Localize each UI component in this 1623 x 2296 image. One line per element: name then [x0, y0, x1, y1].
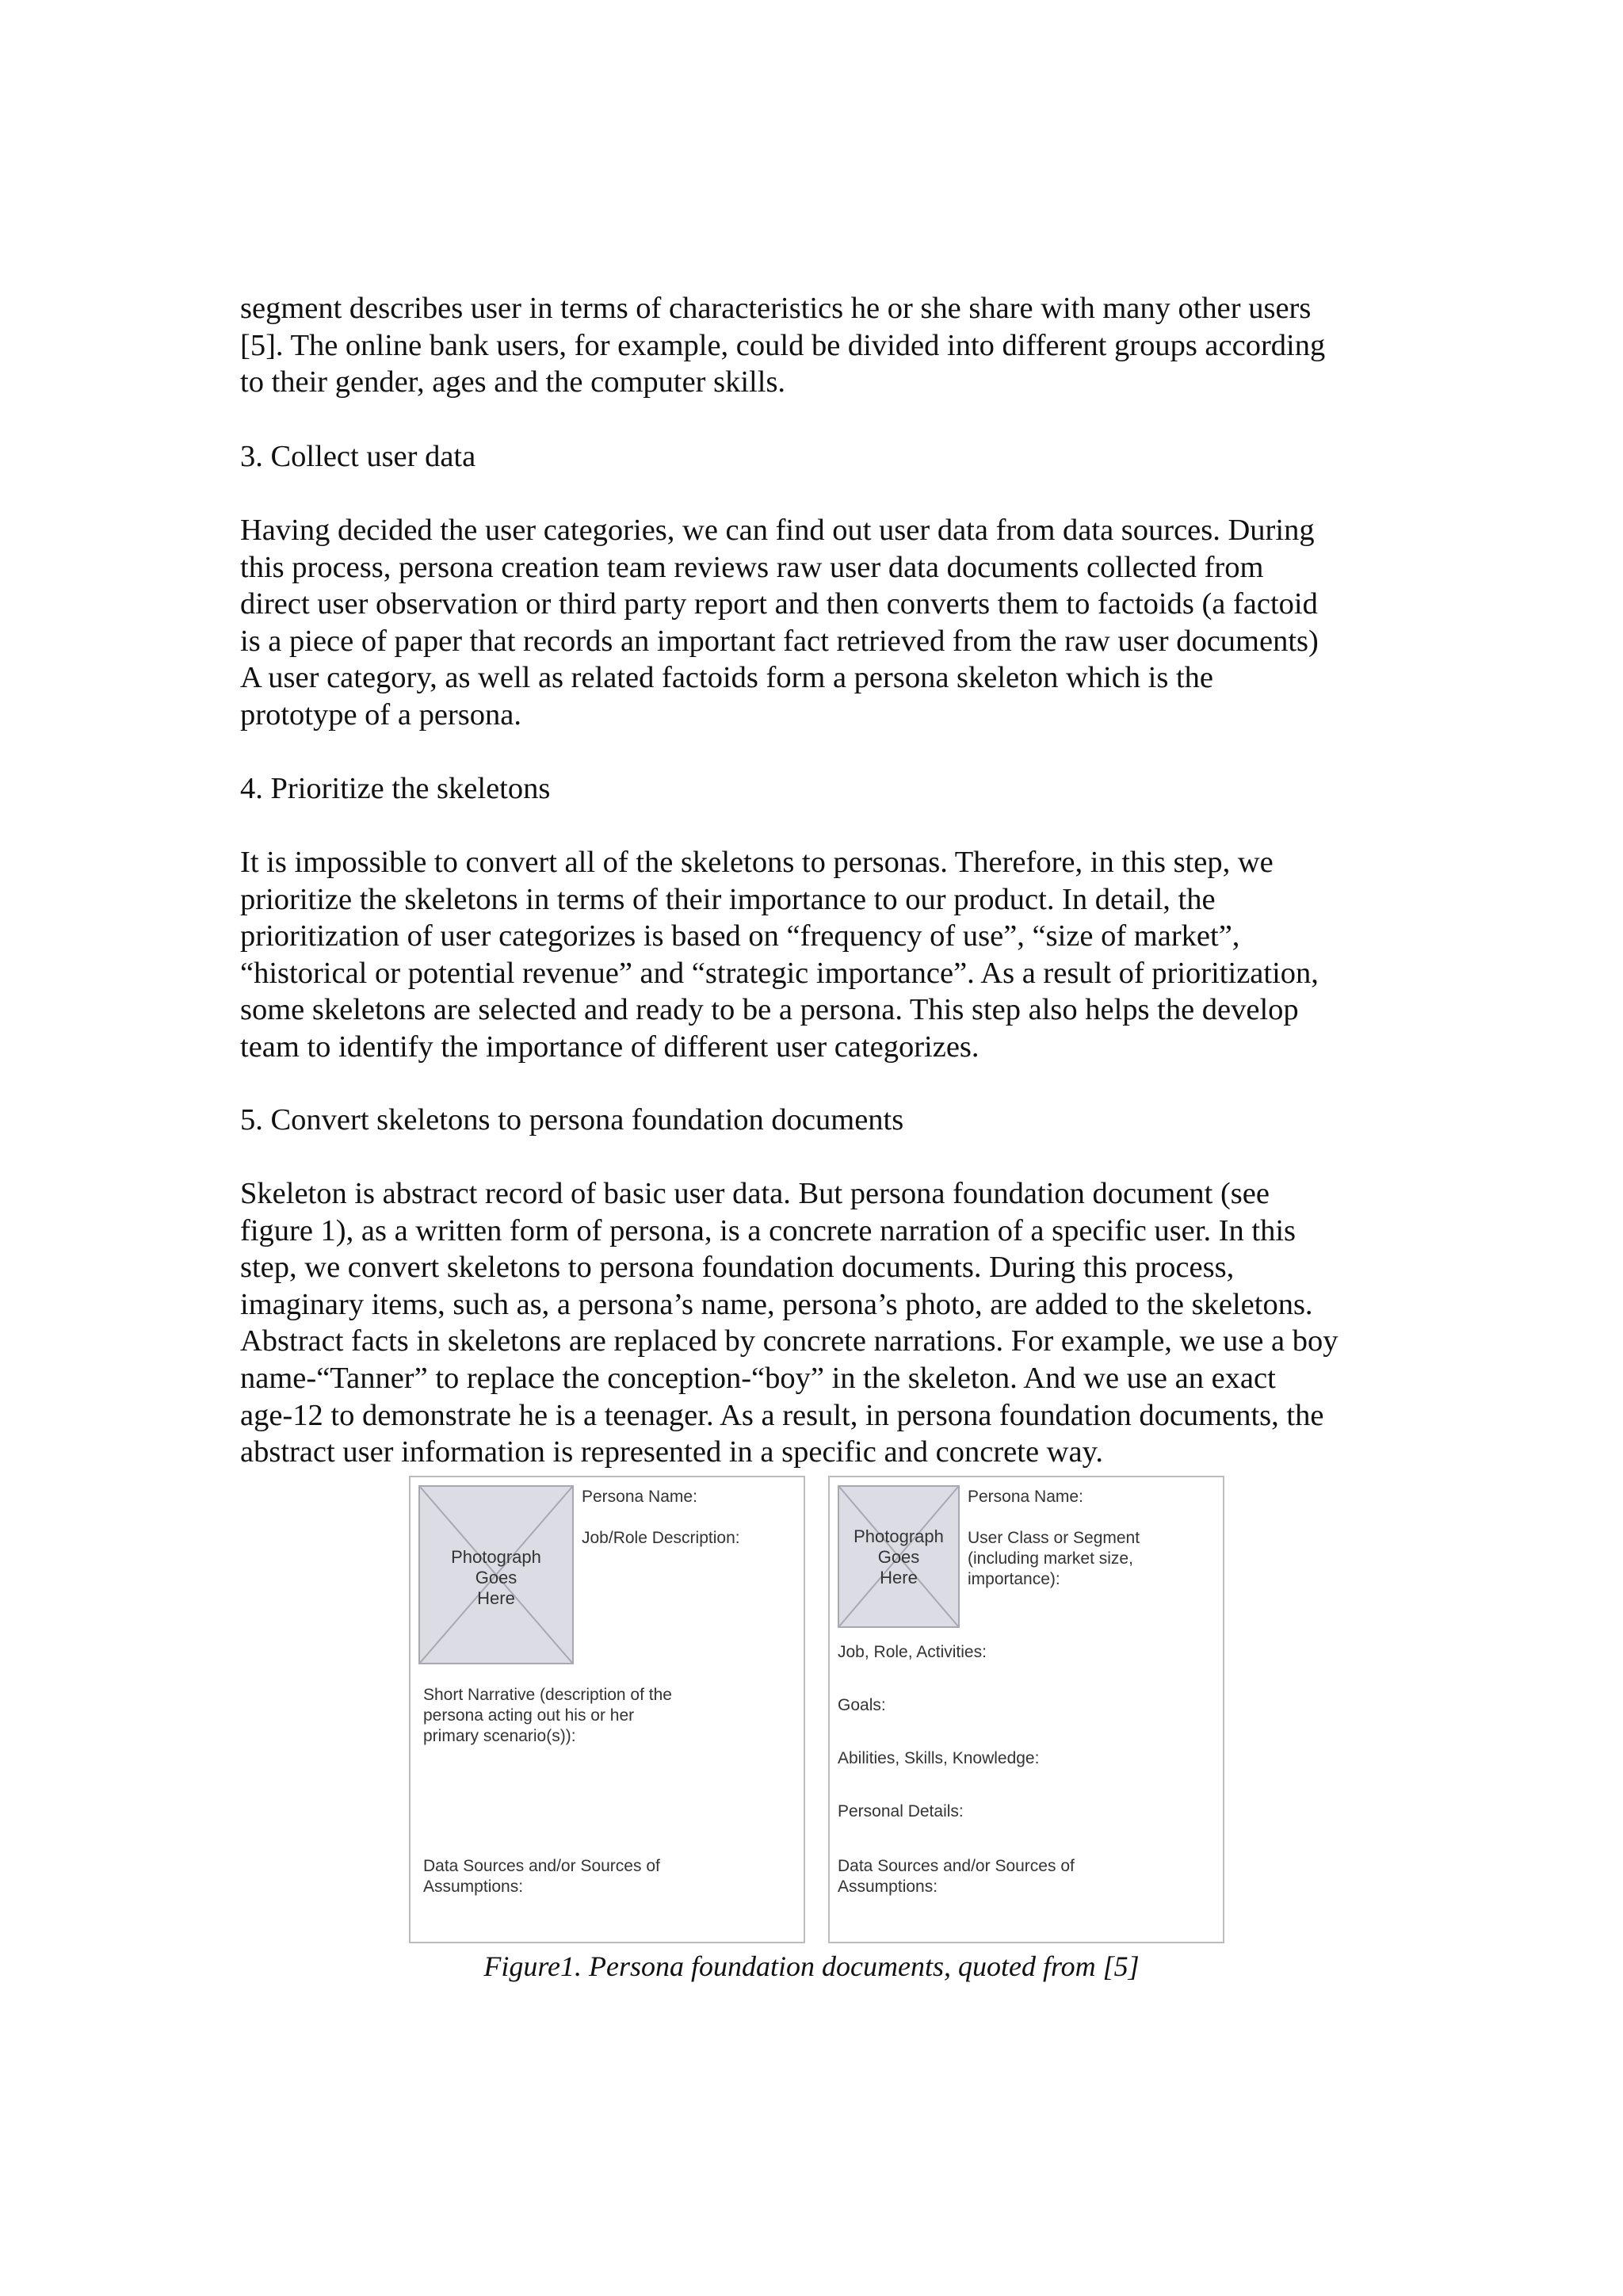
persona-name-label: Persona Name:: [968, 1488, 1083, 1506]
goals-label: Goals:: [838, 1696, 886, 1714]
data-sources-label: Data Sources and/or Sources of Assumptions:: [838, 1857, 1075, 1896]
paragraph-prioritize-skeletons: It is impossible to convert all of the skeletons to personas. Therefore, in this step, we prioritize the skeletons in terms of their importance to our product. In detail, the prioritization of user categorizes is based on “frequency of use”, “size of market”, “historical or potential revenue” and “strategic importance”. As a result of prioritization, some skeletons are selected and ready to be a persona. This step also helps the develop team to identify the importance of different user categorizes.: [240, 846, 1319, 1064]
persona-name-label: Persona Name:: [582, 1488, 697, 1506]
short-narrative-label: Short Narrative (description of the persona acting out his or her primary scenario(s)):: [423, 1686, 672, 1745]
paragraph-collect-user-data: Having decided the user categories, we can find out user data from data sources. During this process, persona creation team reviews raw user data documents collected from direct user observation or third party report and then converts them to factoids (a factoid is a piece of paper that records an important fact retrieved from the raw user documents) A user category, as well as related factoids form a persona skeleton which is the prototype of a persona.: [240, 514, 1319, 732]
data-sources-label: Data Sources and/or Sources of Assumptions:: [423, 1857, 660, 1896]
heading-collect-user-data: 3. Collect user data: [240, 440, 476, 473]
heading-prioritize-skeletons: 4. Prioritize the skeletons: [240, 772, 551, 805]
figure-caption: Figure1. Persona foundation documents, quoted from [5]: [483, 1950, 1140, 1982]
paragraph-segment: segment describes user in terms of characteristics he or she share with many other users [5]. The online bank users, for example, could be divided into different groups according to their gender, ages and the computer skills.: [240, 292, 1326, 399]
job-role-label: Job/Role Description:: [582, 1529, 740, 1547]
abilities-label: Abilities, Skills, Knowledge:: [838, 1749, 1040, 1767]
photo-placeholder: Photograph Goes Here: [838, 1485, 960, 1628]
job-role-activities-label: Job, Role, Activities:: [838, 1643, 987, 1661]
heading-convert-skeletons: 5. Convert skeletons to persona foundation documents: [240, 1103, 904, 1137]
persona-document-simple: [409, 1476, 805, 1943]
paragraph-convert-skeletons: Skeleton is abstract record of basic user data. But persona foundation document (see figure 1), as a written form of persona, is a concrete narration of a specific user. In this step, we convert skeletons to persona foundation documents. During this process, imaginary items, such as, a persona’s name, persona’s photo, are added to the skeletons. Abstract facts in skeletons are replaced by concrete narrations. For example, we use a boy name-“Tanner” to replace the conception-“boy” in the skeleton. And we use an exact age-12 to demonstrate he is a teenager. As a result, in persona foundation documents, the abstract user information is represented in a specific and concrete way.: [240, 1177, 1338, 1469]
persona-document-detailed: [828, 1476, 1224, 1943]
photo-placeholder: Photograph Goes Here: [418, 1485, 574, 1664]
personal-details-label: Personal Details:: [838, 1802, 964, 1820]
user-class-label: User Class or Segment (including market size, importance):: [968, 1529, 1140, 1588]
